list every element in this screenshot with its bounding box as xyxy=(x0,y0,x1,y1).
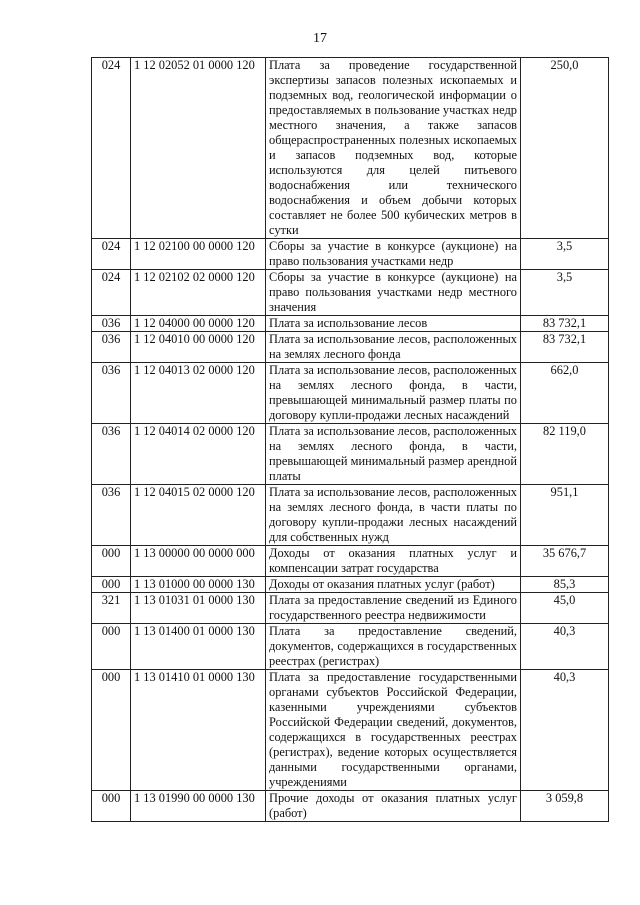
classification-code-cell: 1 13 01031 01 0000 130 xyxy=(131,593,266,624)
classification-code-cell: 1 12 04014 02 0000 120 xyxy=(131,424,266,485)
admin-code-cell: 000 xyxy=(92,670,131,791)
classification-code-cell: 1 12 04015 02 0000 120 xyxy=(131,485,266,546)
admin-code-cell: 000 xyxy=(92,791,131,822)
revenue-name-cell: Прочие доходы от оказания платных услуг (работ) xyxy=(266,791,521,822)
table-row xyxy=(92,424,609,485)
amount-cell: 3 059,8 xyxy=(521,791,609,822)
amount-cell: 3,5 xyxy=(521,239,609,270)
table-row xyxy=(92,546,609,577)
amount-cell: 40,3 xyxy=(521,670,609,791)
revenue-name-cell: Плата за использование лесов, расположенных на землях лесного фонда xyxy=(266,332,521,363)
admin-code-cell: 036 xyxy=(92,332,131,363)
table-row xyxy=(92,593,609,624)
classification-code-cell: 1 13 00000 00 0000 000 xyxy=(131,546,266,577)
table-row xyxy=(92,239,609,270)
admin-code-cell: 036 xyxy=(92,424,131,485)
amount-cell: 85,3 xyxy=(521,577,609,593)
revenue-name-cell: Плата за предоставление сведений из Единого государственного реестра недвижимости xyxy=(266,593,521,624)
revenue-name-cell: Плата за предоставление сведений, документов, содержащихся в государственных реестрах (регистрах) xyxy=(266,624,521,670)
amount-cell: 83 732,1 xyxy=(521,332,609,363)
admin-code-cell: 024 xyxy=(92,239,131,270)
admin-code-cell: 036 xyxy=(92,316,131,332)
table-row xyxy=(92,485,609,546)
table-row xyxy=(92,670,609,791)
amount-cell: 45,0 xyxy=(521,593,609,624)
table-row xyxy=(92,791,609,822)
admin-code-cell: 024 xyxy=(92,270,131,316)
amount-cell: 3,5 xyxy=(521,270,609,316)
table-row xyxy=(92,332,609,363)
revenue-name-cell: Плата за использование лесов, расположенных на землях лесного фонда, в части, превышающей минимальный размер арендной платы xyxy=(266,424,521,485)
amount-cell: 40,3 xyxy=(521,624,609,670)
page-number: 17 xyxy=(313,31,327,46)
admin-code-cell: 321 xyxy=(92,593,131,624)
amount-cell: 662,0 xyxy=(521,363,609,424)
revenue-name-cell: Плата за проведение государственной экспертизы запасов полезных ископаемых и подземных вод, геологической информации о предоставляемых в пользование участках недр местного значения, а также запасов общераспространенных полезных ископаемых и запасов подземных вод, которые используются для целей питьевого водоснабжения или технического водоснабжения и объем добычи которых составляет не более 500 кубических метров в сутки xyxy=(266,58,521,239)
amount-cell: 250,0 xyxy=(521,58,609,239)
classification-code-cell: 1 13 01410 01 0000 130 xyxy=(131,670,266,791)
table-row xyxy=(92,577,609,593)
classification-code-cell: 1 12 04000 00 0000 120 xyxy=(131,316,266,332)
table-row xyxy=(92,270,609,316)
revenue-table xyxy=(91,57,609,822)
classification-code-cell: 1 13 01990 00 0000 130 xyxy=(131,791,266,822)
revenue-name-cell: Плата за предоставление государственными органами субъектов Российской Федерации, казенными учреждениями субъектов Российской Федерации сведений, документов, содержащихся в государственных реестрах (регистрах), ведение которых осуществляется данными государственными органами, учреждениями xyxy=(266,670,521,791)
amount-cell: 82 119,0 xyxy=(521,424,609,485)
table-row xyxy=(92,624,609,670)
table-row xyxy=(92,58,609,239)
amount-cell: 35 676,7 xyxy=(521,546,609,577)
amount-cell: 951,1 xyxy=(521,485,609,546)
table-row xyxy=(92,363,609,424)
classification-code-cell: 1 12 02102 02 0000 120 xyxy=(131,270,266,316)
revenue-name-cell: Плата за использование лесов, расположенных на землях лесного фонда, в части, превышающей минимальный размер платы по договору купли-продажи лесных насаждений xyxy=(266,363,521,424)
classification-code-cell: 1 12 04013 02 0000 120 xyxy=(131,363,266,424)
admin-code-cell: 000 xyxy=(92,546,131,577)
admin-code-cell: 036 xyxy=(92,363,131,424)
classification-code-cell: 1 13 01400 01 0000 130 xyxy=(131,624,266,670)
admin-code-cell: 000 xyxy=(92,577,131,593)
revenue-name-cell: Плата за использование лесов xyxy=(266,316,521,332)
admin-code-cell: 036 xyxy=(92,485,131,546)
admin-code-cell: 024 xyxy=(92,58,131,239)
revenue-name-cell: Доходы от оказания платных услуг и компенсации затрат государства xyxy=(266,546,521,577)
revenue-name-cell: Сборы за участие в конкурсе (аукционе) на право пользования участками недр местного значения xyxy=(266,270,521,316)
classification-code-cell: 1 12 02052 01 0000 120 xyxy=(131,58,266,239)
revenue-name-cell: Сборы за участие в конкурсе (аукционе) на право пользования участками недр xyxy=(266,239,521,270)
classification-code-cell: 1 12 02100 00 0000 120 xyxy=(131,239,266,270)
revenue-name-cell: Доходы от оказания платных услуг (работ) xyxy=(266,577,521,593)
admin-code-cell: 000 xyxy=(92,624,131,670)
revenue-name-cell: Плата за использование лесов, расположенных на землях лесного фонда, в части платы по договору купли-продажи лесных насаждений для собственных нужд xyxy=(266,485,521,546)
classification-code-cell: 1 12 04010 00 0000 120 xyxy=(131,332,266,363)
amount-cell: 83 732,1 xyxy=(521,316,609,332)
classification-code-cell: 1 13 01000 00 0000 130 xyxy=(131,577,266,593)
table-row xyxy=(92,316,609,332)
